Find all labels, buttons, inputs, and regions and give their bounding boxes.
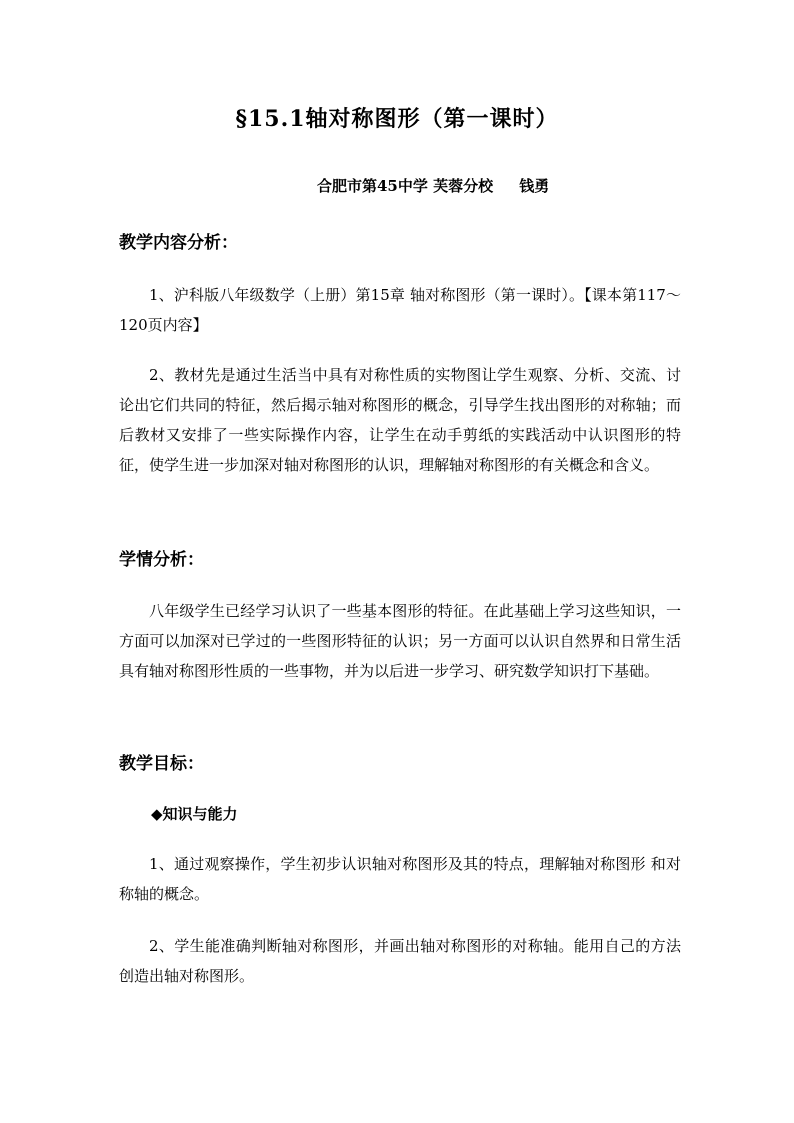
paragraph-content-analysis-2: 2、教材先是通过生活当中具有对称性质的实物图让学生观察、分析、交流、讨论出它们共同的特征，然后揭示轴对称图形的概念，引导学生找出图形的对称轴；而后教材又安排了一些实际操作内容，让学生在动手剪纸的实践活动中认识图形的特征，使学生进一步加深对轴对称图形的认识，理解轴对称图形的有关概念和含义。 bbox=[119, 366, 681, 474]
paragraph-content-analysis-1: 1、沪科版八年级数学（上册）第15章 轴对称图形（第一课时）。【课本第117～120页内容】 bbox=[119, 286, 681, 334]
document-title: §15.1轴对称图形（第一课时） bbox=[235, 106, 559, 132]
author-line: 合肥市第45中学 芙蓉分校 钱勇 bbox=[317, 177, 550, 195]
subheading-knowledge-ability: ◆知识与能力 bbox=[151, 805, 238, 823]
paragraph-goal-2: 2、学生能准确判断轴对称图形，并画出轴对称图形的对称轴。能用自己的方法创造出轴对称图形。 bbox=[119, 937, 681, 985]
heading-content-analysis: 教学内容分析： bbox=[119, 233, 238, 253]
paragraph-learner-analysis: 八年级学生已经学习认识了一些基本图形的特征。在此基础上学习这些知识，一方面可以加深对已学过的一些图形特征的认识；另一方面可以认识自然界和日常生活具有轴对称图形性质的一些事物，并为以后进一步学习、研究数学知识打下基础。 bbox=[119, 602, 681, 680]
heading-teaching-goals: 教学目标： bbox=[119, 754, 204, 774]
paragraph-goal-1: 1、通过观察操作，学生初步认识轴对称图形及其的特点，理解轴对称图形 和对称轴的概念。 bbox=[119, 855, 681, 903]
heading-learner-analysis: 学情分析： bbox=[119, 550, 204, 570]
